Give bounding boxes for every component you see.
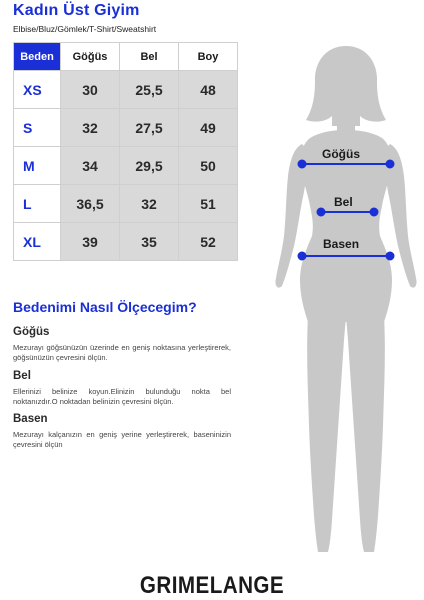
bel-value: 35 xyxy=(120,223,179,261)
waist-point-left xyxy=(318,209,325,216)
size-label: M xyxy=(14,147,61,185)
waist-point-right xyxy=(371,209,378,216)
guide-heading-bel: Bel xyxy=(13,370,31,382)
page-title: Kadın Üst Giyim xyxy=(13,2,140,19)
size-table xyxy=(13,42,238,261)
size-label: S xyxy=(14,109,61,147)
gogus-value: 30 xyxy=(61,71,120,109)
body-silhouette xyxy=(268,40,424,560)
guide-heading-gogus: Göğüs xyxy=(13,326,50,338)
guide-text-basen: Mezurayı kalçanızın en geniş yerine yerleştirerek, baseninizin çevresini ölçün xyxy=(13,430,231,449)
bel-value: 25,5 xyxy=(120,71,179,109)
table-row xyxy=(14,223,238,261)
boy-value: 48 xyxy=(179,71,238,109)
table-row xyxy=(14,109,238,147)
table-row xyxy=(14,71,238,109)
hip-point-left xyxy=(299,253,306,260)
boy-value: 51 xyxy=(179,185,238,223)
size-label: XL xyxy=(14,223,61,261)
page-subtitle: Elbise/Bluz/Gömlek/T-Shirt/Sweatshirt xyxy=(13,24,157,34)
waist-label: Bel xyxy=(334,195,353,209)
guide-heading-basen: Basen xyxy=(13,413,48,425)
gogus-value: 36,5 xyxy=(61,185,120,223)
silhouette-shape xyxy=(275,46,416,552)
hip-label: Basen xyxy=(323,237,360,251)
chest-point-left xyxy=(299,161,306,168)
size-label: L xyxy=(14,185,61,223)
table-row xyxy=(14,147,238,185)
size-label: XS xyxy=(14,71,61,109)
boy-value: 49 xyxy=(179,109,238,147)
bel-value: 32 xyxy=(120,185,179,223)
hip-point-right xyxy=(387,253,394,260)
chest-point-right xyxy=(387,161,394,168)
table-header-row xyxy=(14,43,238,71)
gogus-value: 39 xyxy=(61,223,120,261)
table-row xyxy=(14,185,238,223)
guide-text-gogus: Mezurayı göğsünüzün üzerinde en geniş noktasına yerleştirerek, göğsünüzün çevresini ölçün. xyxy=(13,343,231,362)
guide-title: Bedenimi Nasıl Ölçecegim? xyxy=(13,299,197,315)
column-header-boy: Boy xyxy=(179,43,238,71)
column-header-beden: Beden xyxy=(14,43,61,71)
column-header-bel: Bel xyxy=(120,43,179,71)
boy-value: 52 xyxy=(179,223,238,261)
gogus-value: 32 xyxy=(61,109,120,147)
bel-value: 27,5 xyxy=(120,109,179,147)
bel-value: 29,5 xyxy=(120,147,179,185)
boy-value: 50 xyxy=(179,147,238,185)
chest-label: Göğüs xyxy=(322,147,360,161)
brand-logo: GRIMELANGE xyxy=(139,572,285,599)
guide-text-bel: Ellerinizi belinize koyun.Elinizin bulunduğu nokta bel noktanızdır.O noktadan belinizin çevresini ölçün. xyxy=(13,387,231,406)
gogus-value: 34 xyxy=(61,147,120,185)
column-header-gogus: Göğüs xyxy=(61,43,120,71)
